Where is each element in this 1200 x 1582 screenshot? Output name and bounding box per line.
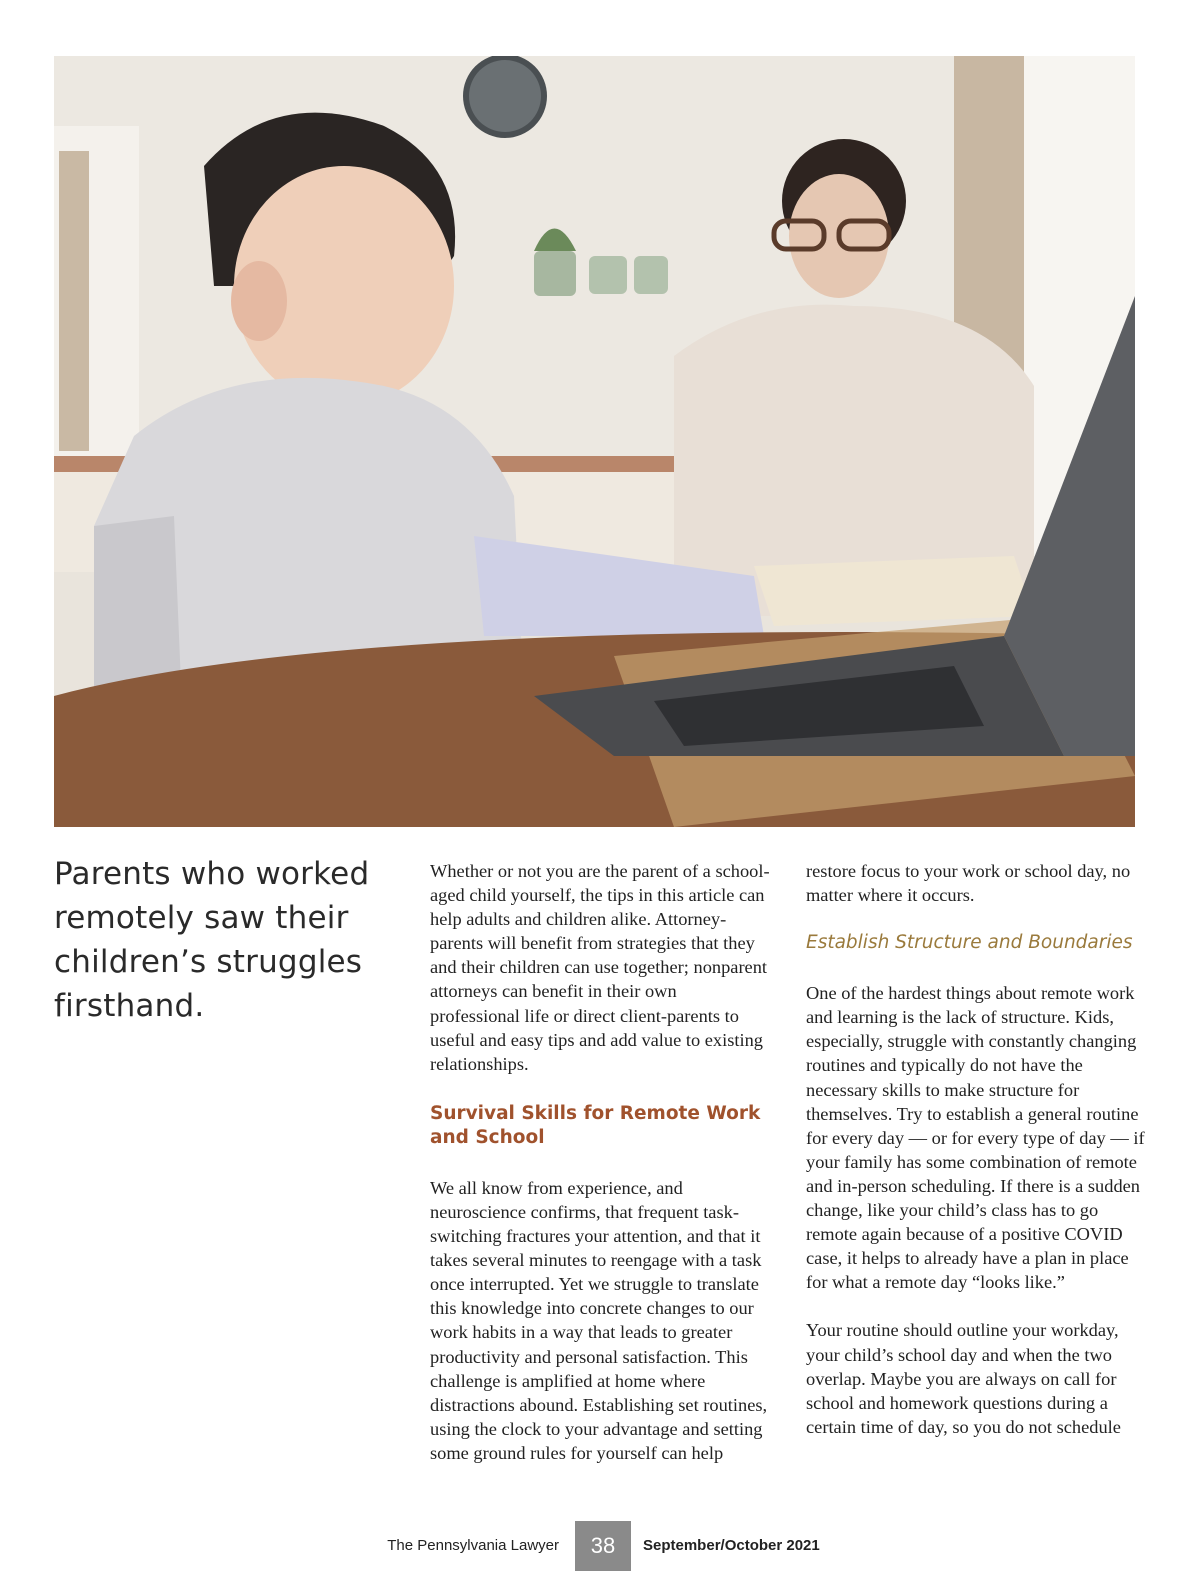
body-paragraph-routine: Your routine should outline your workday, your child’s school day and when the two overlap. Maybe you are always on call for school and homework questions during a certain time of day, so you do not schedule xyxy=(806,1320,1121,1437)
section-heading-survival-skills: Survival Skills for Remote Work and School xyxy=(430,1102,761,1148)
pull-quote: Parents who worked remotely saw their children’s struggles firsthand. xyxy=(54,856,370,1024)
intro-paragraph: Whether or not you are the parent of a school-aged child yourself, the tips in this article can help adults and children alike. Attorney-parents will benefit from strategies that they and their children can use together; nonparent attorneys can benefit in their own professional life or direct client-parents to useful and easy tips and add value to existing relationships. xyxy=(430,861,770,1074)
article-column-1 xyxy=(430,859,770,1465)
article-column-2 xyxy=(806,859,1146,1439)
body-paragraph: We all know from experience, and neuroscience confirms, that frequent task-switching fractures your attention, and that it takes several minutes to reengage with a task once interrupted. Yet we struggle to translate this knowledge into concrete changes to our work habits in a way that leads to greater productivity and personal satisfaction. This challenge is amplified at home where distractions abound. Establishing set routines, using the clock to your advantage and setting some ground rules for yourself can help xyxy=(430,1177,768,1463)
page-footer xyxy=(0,1521,1200,1571)
section-heading-structure: Establish Structure and Boundaries xyxy=(806,932,1133,954)
publication-name: The Pennsylvania Lawyer xyxy=(387,1537,559,1554)
body-paragraph-structure: One of the hardest things about remote work and learning is the lack of structure. Kids, especially, struggle with constantly changing routines and typically do not have the necessary skills to make structure for themselves. Try to establish a general routine for every day — or for every type of day — if your family has some combination of remote and in-person scheduling. If there is a sudden change, like your child’s class has to go remote again because of a positive COVID case, it helps to already have a plan in place for what a remote day “looks like.” xyxy=(806,983,1145,1293)
article-photo xyxy=(54,56,1135,827)
photo-illustration xyxy=(54,56,1135,827)
continued-paragraph: restore focus to your work or school day, no matter where it occurs. xyxy=(806,861,1131,906)
issue-date: September/October 2021 xyxy=(643,1537,820,1554)
page-number: 38 xyxy=(575,1521,631,1571)
